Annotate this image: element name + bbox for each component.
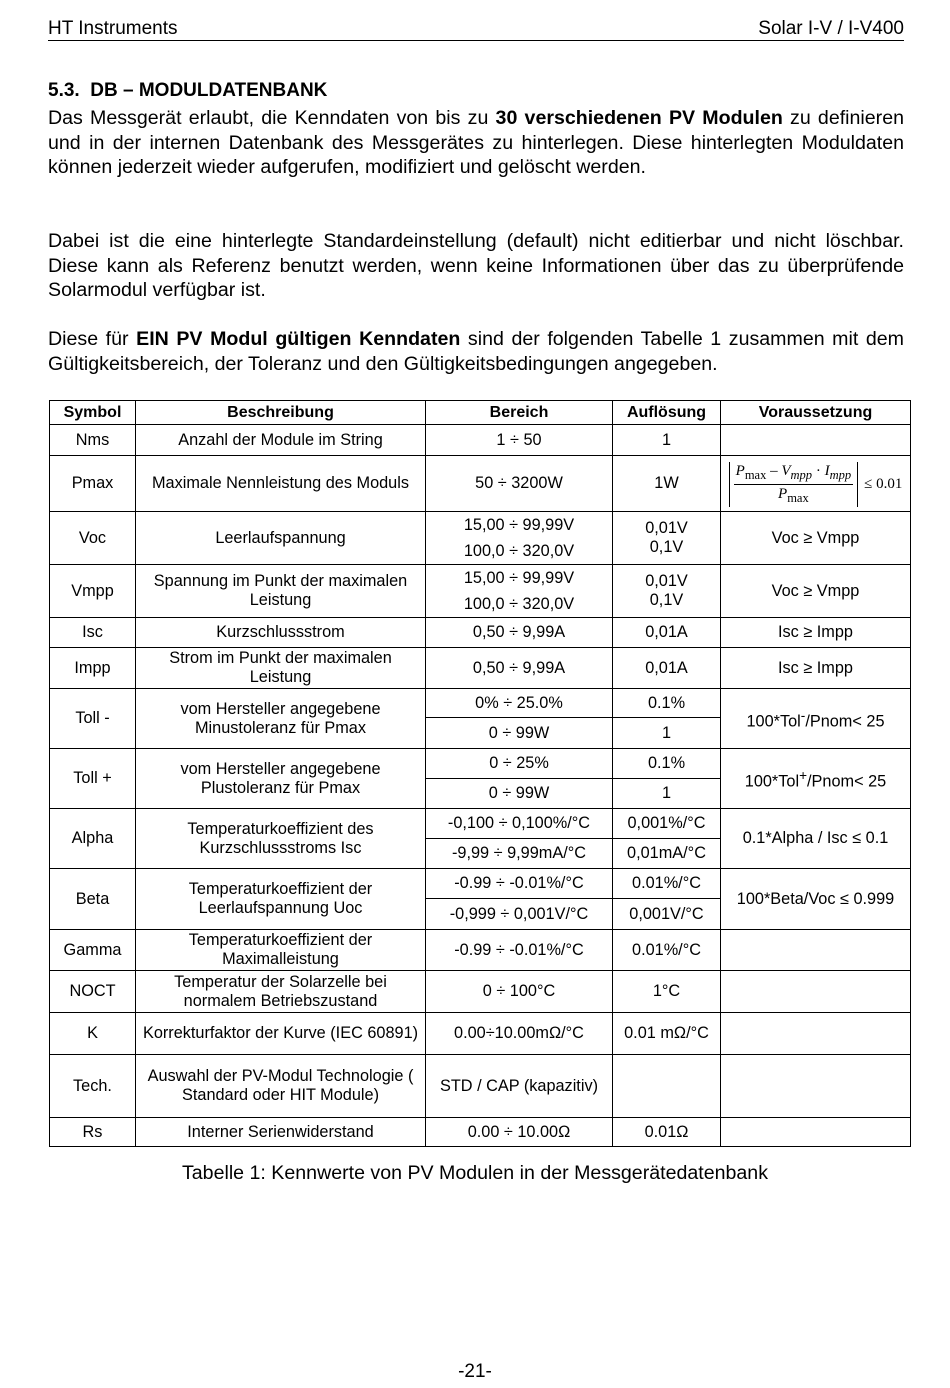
paragraph-table-intro xyxy=(48,327,904,376)
table-row xyxy=(50,930,911,971)
table-row xyxy=(50,1013,911,1055)
cell-condition xyxy=(721,456,911,512)
cell-symbol: Nms xyxy=(50,425,136,456)
cell-range: -0.99 ÷ -0.01%/°C xyxy=(426,930,613,971)
cell-symbol: Vmpp xyxy=(50,565,136,618)
cell-resolution xyxy=(613,565,721,618)
cell-description: Interner Serienwiderstand xyxy=(136,1118,426,1147)
cell-resolution: 0,001V/°C xyxy=(613,899,721,930)
cell-range: 1 ÷ 50 xyxy=(426,425,613,456)
table-row xyxy=(50,1055,911,1118)
p3-bold: EIN PV Modul gültigen Kenndaten xyxy=(136,328,461,350)
p1-text-b: zu definieren und in der internen Datenbank des Messgerätes zu hinterlegen. Diese hinterlegten Moduldaten können jederzeit wieder aufgerufen, modifiziert und gelöscht werden. xyxy=(48,107,904,179)
cell-range: 0% ÷ 25.0% xyxy=(426,689,613,718)
cell-range: 15,00 ÷ 99,99V xyxy=(426,565,613,592)
page-number: -21- xyxy=(458,1361,492,1382)
table-row xyxy=(50,648,911,689)
cell-condition: 0.1*Alpha / Isc ≤ 0.1 xyxy=(721,809,911,869)
cell-resolution: 0.01%/°C xyxy=(613,930,721,971)
cell-range: 0 ÷ 99W xyxy=(426,718,613,749)
cell-condition: Isc ≥ Impp xyxy=(721,648,911,689)
sub-max: max xyxy=(787,490,809,505)
cell-condition: Isc ≥ Impp xyxy=(721,618,911,648)
cell-condition: Voc ≥ Vmpp xyxy=(721,565,911,618)
p3-text-b: sind der folgenden Tabelle 1 zusammen mit dem Gültigkeitsbereich, der Toleranz und den Gültigkeitsbedingungen angegeben. xyxy=(48,328,904,375)
paragraph-intro xyxy=(48,106,904,180)
cell-description: Temperaturkoeffizient der Leerlaufspannung Uoc xyxy=(136,869,426,930)
cell-range: 0.00 ÷ 10.00Ω xyxy=(426,1118,613,1147)
cell-condition xyxy=(721,971,911,1013)
sub-mpp: mpp xyxy=(829,467,852,482)
table-row xyxy=(50,971,911,1013)
header-description: Beschreibung xyxy=(136,401,426,425)
formula-relation: ≤ 0.01 xyxy=(864,475,903,492)
cell-range: 0 ÷ 99W xyxy=(426,779,613,809)
header-left: HT Instruments xyxy=(48,18,178,39)
cell-range: 100,0 ÷ 320,0V xyxy=(426,539,613,565)
pmax-formula xyxy=(729,462,903,507)
section-number: 5.3. xyxy=(48,80,80,101)
cell-range: 0 ÷ 100°C xyxy=(426,971,613,1013)
cell-range: 50 ÷ 3200W xyxy=(426,456,613,512)
cell-condition xyxy=(721,1118,911,1147)
cell-symbol: Beta xyxy=(50,869,136,930)
table-row xyxy=(50,456,911,512)
cell-resolution: 0,001%/°C xyxy=(613,809,721,839)
p3-text-a: Diese für xyxy=(48,328,137,350)
condition-superscript: + xyxy=(799,767,808,783)
condition-text: 100*Tol xyxy=(746,712,801,731)
table-row xyxy=(50,512,911,539)
cell-resolution: 0.01Ω xyxy=(613,1118,721,1147)
cell-symbol: K xyxy=(50,1013,136,1055)
header-symbol: Symbol xyxy=(50,401,136,425)
fraction-denominator xyxy=(778,485,809,507)
cell-symbol: Alpha xyxy=(50,809,136,869)
symbol-i: I xyxy=(824,462,830,479)
cell-description: Temperatur der Solarzelle bei normalem Betriebszustand xyxy=(136,971,426,1013)
cell-resolution: 1 xyxy=(613,425,721,456)
header-resolution: Auflösung xyxy=(613,401,721,425)
p1-text-a: Das Messgerät erlaubt, die Kenndaten von bis zu xyxy=(48,107,496,129)
parameter-table xyxy=(49,400,911,1147)
cell-symbol: Rs xyxy=(50,1118,136,1147)
cell-symbol: Pmax xyxy=(50,456,136,512)
paragraph-default: Dabei ist die eine hinterlegte Standardeinstellung (default) nicht editierbar und nicht löschbar. Diese kann als Referenz benutzt werden, wenn keine Informationen über das zu überprüfende Solarmodul verfügbar ist. xyxy=(48,230,904,302)
cell-range: 0 ÷ 25% xyxy=(426,749,613,779)
minus-sign: – xyxy=(766,462,782,479)
table-row xyxy=(50,809,911,839)
cell-description: Maximale Nennleistung des Moduls xyxy=(136,456,426,512)
cell-range: -0.99 ÷ -0.01%/°C xyxy=(426,869,613,899)
cell-description: Strom im Punkt der maximalen Leistung xyxy=(136,648,426,689)
symbol-p: P xyxy=(778,485,788,502)
header-right: Solar I-V / I-V400 xyxy=(758,18,904,39)
table-row xyxy=(50,689,911,718)
cell-symbol: Toll + xyxy=(50,749,136,809)
cell-resolution: 1 xyxy=(613,718,721,749)
cell-range: -9,99 ÷ 9,99mA/°C xyxy=(426,839,613,869)
absolute-value xyxy=(729,462,858,507)
cell-condition xyxy=(721,1055,911,1118)
cell-condition xyxy=(721,1013,911,1055)
page-header xyxy=(48,16,904,41)
cell-symbol: NOCT xyxy=(50,971,136,1013)
condition-text: 100*Tol xyxy=(744,772,800,791)
symbol-v: V xyxy=(781,462,791,479)
resolution-line: 0,01V xyxy=(645,572,688,590)
table-row xyxy=(50,565,911,592)
cell-resolution: 0,01A xyxy=(613,648,721,689)
cell-description: Anzahl der Module im String xyxy=(136,425,426,456)
symbol-p: P xyxy=(735,462,745,479)
cell-symbol: Gamma xyxy=(50,930,136,971)
fraction xyxy=(734,462,853,507)
cell-description: Temperaturkoeffizient der Maximalleistung xyxy=(136,930,426,971)
p1-bold: 30 verschiedenen PV Modulen xyxy=(495,107,783,129)
cell-description: vom Hersteller angegebene Plustoleranz für Pmax xyxy=(136,749,426,809)
cell-resolution: 0.1% xyxy=(613,689,721,718)
cell-condition xyxy=(721,689,911,749)
cell-condition: 100*Beta/Voc ≤ 0.999 xyxy=(721,869,911,930)
header-range: Bereich xyxy=(426,401,613,425)
table-row xyxy=(50,1118,911,1147)
table-row xyxy=(50,749,911,779)
cell-symbol: Toll - xyxy=(50,689,136,749)
cell-resolution: 1 xyxy=(613,779,721,809)
cell-symbol: Tech. xyxy=(50,1055,136,1118)
table-row xyxy=(50,869,911,899)
cell-symbol: Impp xyxy=(50,648,136,689)
cell-description: Auswahl der PV-Modul Technologie ( Standard oder HIT Module) xyxy=(136,1055,426,1118)
sub-max: max xyxy=(744,467,767,482)
cell-condition xyxy=(721,930,911,971)
cell-description: Kurzschlussstrom xyxy=(136,618,426,648)
cell-condition: Voc ≥ Vmpp xyxy=(721,512,911,565)
condition-text: /Pnom< 25 xyxy=(807,772,887,791)
section-title: DB – MODULDATENBANK xyxy=(90,80,328,101)
cell-range: 15,00 ÷ 99,99V xyxy=(426,512,613,539)
resolution-line: 0,1V xyxy=(649,591,684,609)
resolution-line: 0,01V xyxy=(645,519,688,537)
cell-resolution xyxy=(613,512,721,565)
cell-range: 100,0 ÷ 320,0V xyxy=(426,592,613,618)
cell-resolution xyxy=(613,1055,721,1118)
cell-resolution: 1W xyxy=(613,456,721,512)
cell-range: 0,50 ÷ 9,99A xyxy=(426,648,613,689)
sub-mpp: mpp xyxy=(790,467,813,482)
cell-resolution: 0,01mA/°C xyxy=(613,839,721,869)
cell-range: -0,999 ÷ 0,001V/°C xyxy=(426,899,613,930)
cell-resolution: 1°C xyxy=(613,971,721,1013)
cell-description: Korrekturfaktor der Kurve (IEC 60891) xyxy=(136,1013,426,1055)
cell-range: -0,100 ÷ 0,100%/°C xyxy=(426,809,613,839)
cell-symbol: Voc xyxy=(50,512,136,565)
cell-description: Leerlaufspannung xyxy=(136,512,426,565)
cell-resolution: 0.01 mΩ/°C xyxy=(613,1013,721,1055)
cell-resolution: 0.01%/°C xyxy=(613,869,721,899)
cell-resolution: 0,01A xyxy=(613,618,721,648)
table-row xyxy=(50,425,911,456)
cell-symbol: Isc xyxy=(50,618,136,648)
fraction-numerator xyxy=(734,462,853,485)
section-heading xyxy=(48,80,327,102)
cell-range: 0.00÷10.00mΩ/°C xyxy=(426,1013,613,1055)
table-header-row xyxy=(50,401,911,425)
cell-description: Spannung im Punkt der maximalen Leistung xyxy=(136,565,426,618)
condition-text: /Pnom< 25 xyxy=(805,712,885,731)
dot-sign: · xyxy=(812,462,825,479)
cell-description: vom Hersteller angegebene Minustoleranz für Pmax xyxy=(136,689,426,749)
cell-condition xyxy=(721,425,911,456)
cell-condition xyxy=(721,749,911,809)
header-condition: Voraussetzung xyxy=(721,401,911,425)
cell-range: 0,50 ÷ 9,99A xyxy=(426,618,613,648)
table-caption: Tabelle 1: Kennwerte von PV Modulen in der Messgerätedatenbank xyxy=(181,1162,768,1184)
cell-range: STD / CAP (kapazitiv) xyxy=(426,1055,613,1118)
cell-description: Temperaturkoeffizient des Kurzschlussstroms Isc xyxy=(136,809,426,869)
cell-resolution: 0.1% xyxy=(613,749,721,779)
table-row xyxy=(50,618,911,648)
resolution-line: 0,1V xyxy=(649,538,684,556)
condition-superscript: - xyxy=(800,707,806,723)
